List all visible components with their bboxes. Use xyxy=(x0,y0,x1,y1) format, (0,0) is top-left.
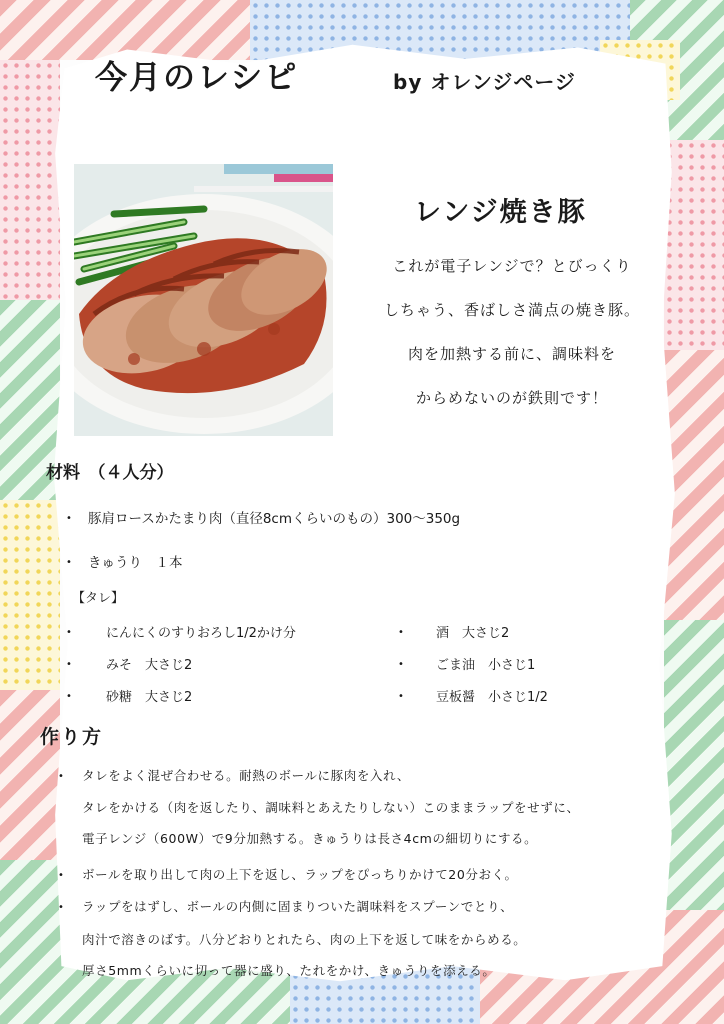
bullet-icon: • xyxy=(66,513,72,524)
step-3-line: 肉汁で溶きのばす。八分どおりとれたら、肉の上下を返して味をからめる。 xyxy=(82,932,527,947)
food-photo-icon xyxy=(74,164,333,436)
bullet-icon: • xyxy=(66,557,72,568)
bullet-icon: • xyxy=(398,659,404,670)
bullet-icon: • xyxy=(398,691,404,702)
bg-dots-pink-left xyxy=(0,60,60,320)
sauce-item: 豆板醤 小さじ1/2 xyxy=(436,690,548,705)
ingredient-item: きゅうり １本 xyxy=(88,555,183,571)
page-byline: by オレンジページ xyxy=(393,70,576,94)
step-3-line: ラップをはずし、ボールの内側に固まりついた調味料をスプーンでとり、 xyxy=(82,899,514,914)
dish-photo xyxy=(74,164,333,436)
sauce-item: ごま油 小さじ1 xyxy=(436,658,536,673)
step-1-line: 電子レンジ（600W）で9分加熱する。きゅうりは長さ4cmの細切りにする。 xyxy=(82,831,538,846)
dish-description xyxy=(352,244,672,420)
dish-description-line: しちゃう、香ばしさ満点の焼き豚。 xyxy=(383,301,640,319)
step-1-line: タレをよく混ぜ合わせる。耐熱のボールに豚肉を入れ、 xyxy=(82,768,411,783)
dish-description-line: これが電子レンジで？とびっくり xyxy=(392,257,632,275)
bg-stripe-pink-left-bottom xyxy=(0,690,60,870)
page-title: 今月のレシピ xyxy=(95,58,299,96)
sauce-item: みそ 大さじ2 xyxy=(106,658,193,673)
sauce-item: 酒 大さじ2 xyxy=(436,626,510,641)
ingredient-item: 豚肩ロースかたまり肉（直径8cmくらいのもの）300〜350g xyxy=(88,511,461,527)
bg-dots-pink-right xyxy=(664,140,724,360)
step-3-line: 厚さ5mmくらいに切って器に盛り、たれをかけ、きゅうりを添える。 xyxy=(82,963,496,978)
step-1-line: タレをかける（肉を返したり、調味料とあえたりしない）このままラップをせずに、 xyxy=(82,800,580,815)
sauce-item: 砂糖 大さじ2 xyxy=(106,690,193,705)
dish-title: レンジ焼き豚 xyxy=(414,197,587,228)
steps-heading: 作り方 xyxy=(40,726,104,748)
bg-stripe-green-left xyxy=(0,300,60,520)
bullet-icon: • xyxy=(66,691,72,702)
bullet-icon: • xyxy=(58,902,64,913)
bullet-icon: • xyxy=(66,659,72,670)
bullet-icon: • xyxy=(58,771,64,782)
ingredients-heading: 材料 （４人分） xyxy=(46,463,174,483)
bg-stripe-green-right xyxy=(664,620,724,910)
sauce-item: にんにくのすりおろし1/2かけ分 xyxy=(106,626,296,641)
bg-dots-yellow-left xyxy=(0,500,60,700)
bullet-icon: • xyxy=(66,627,72,638)
sauce-heading: 【タレ】 xyxy=(72,591,125,606)
step-2-line: ボールを取り出して肉の上下を返し、ラップをぴっちりかけて20分おく。 xyxy=(82,867,518,882)
dish-description-line: からめないのが鉄則です！ xyxy=(415,389,608,407)
bullet-icon: • xyxy=(58,870,64,881)
dish-description-line: 肉を加熱する前に、調味料を xyxy=(407,345,616,363)
bullet-icon: • xyxy=(398,627,404,638)
